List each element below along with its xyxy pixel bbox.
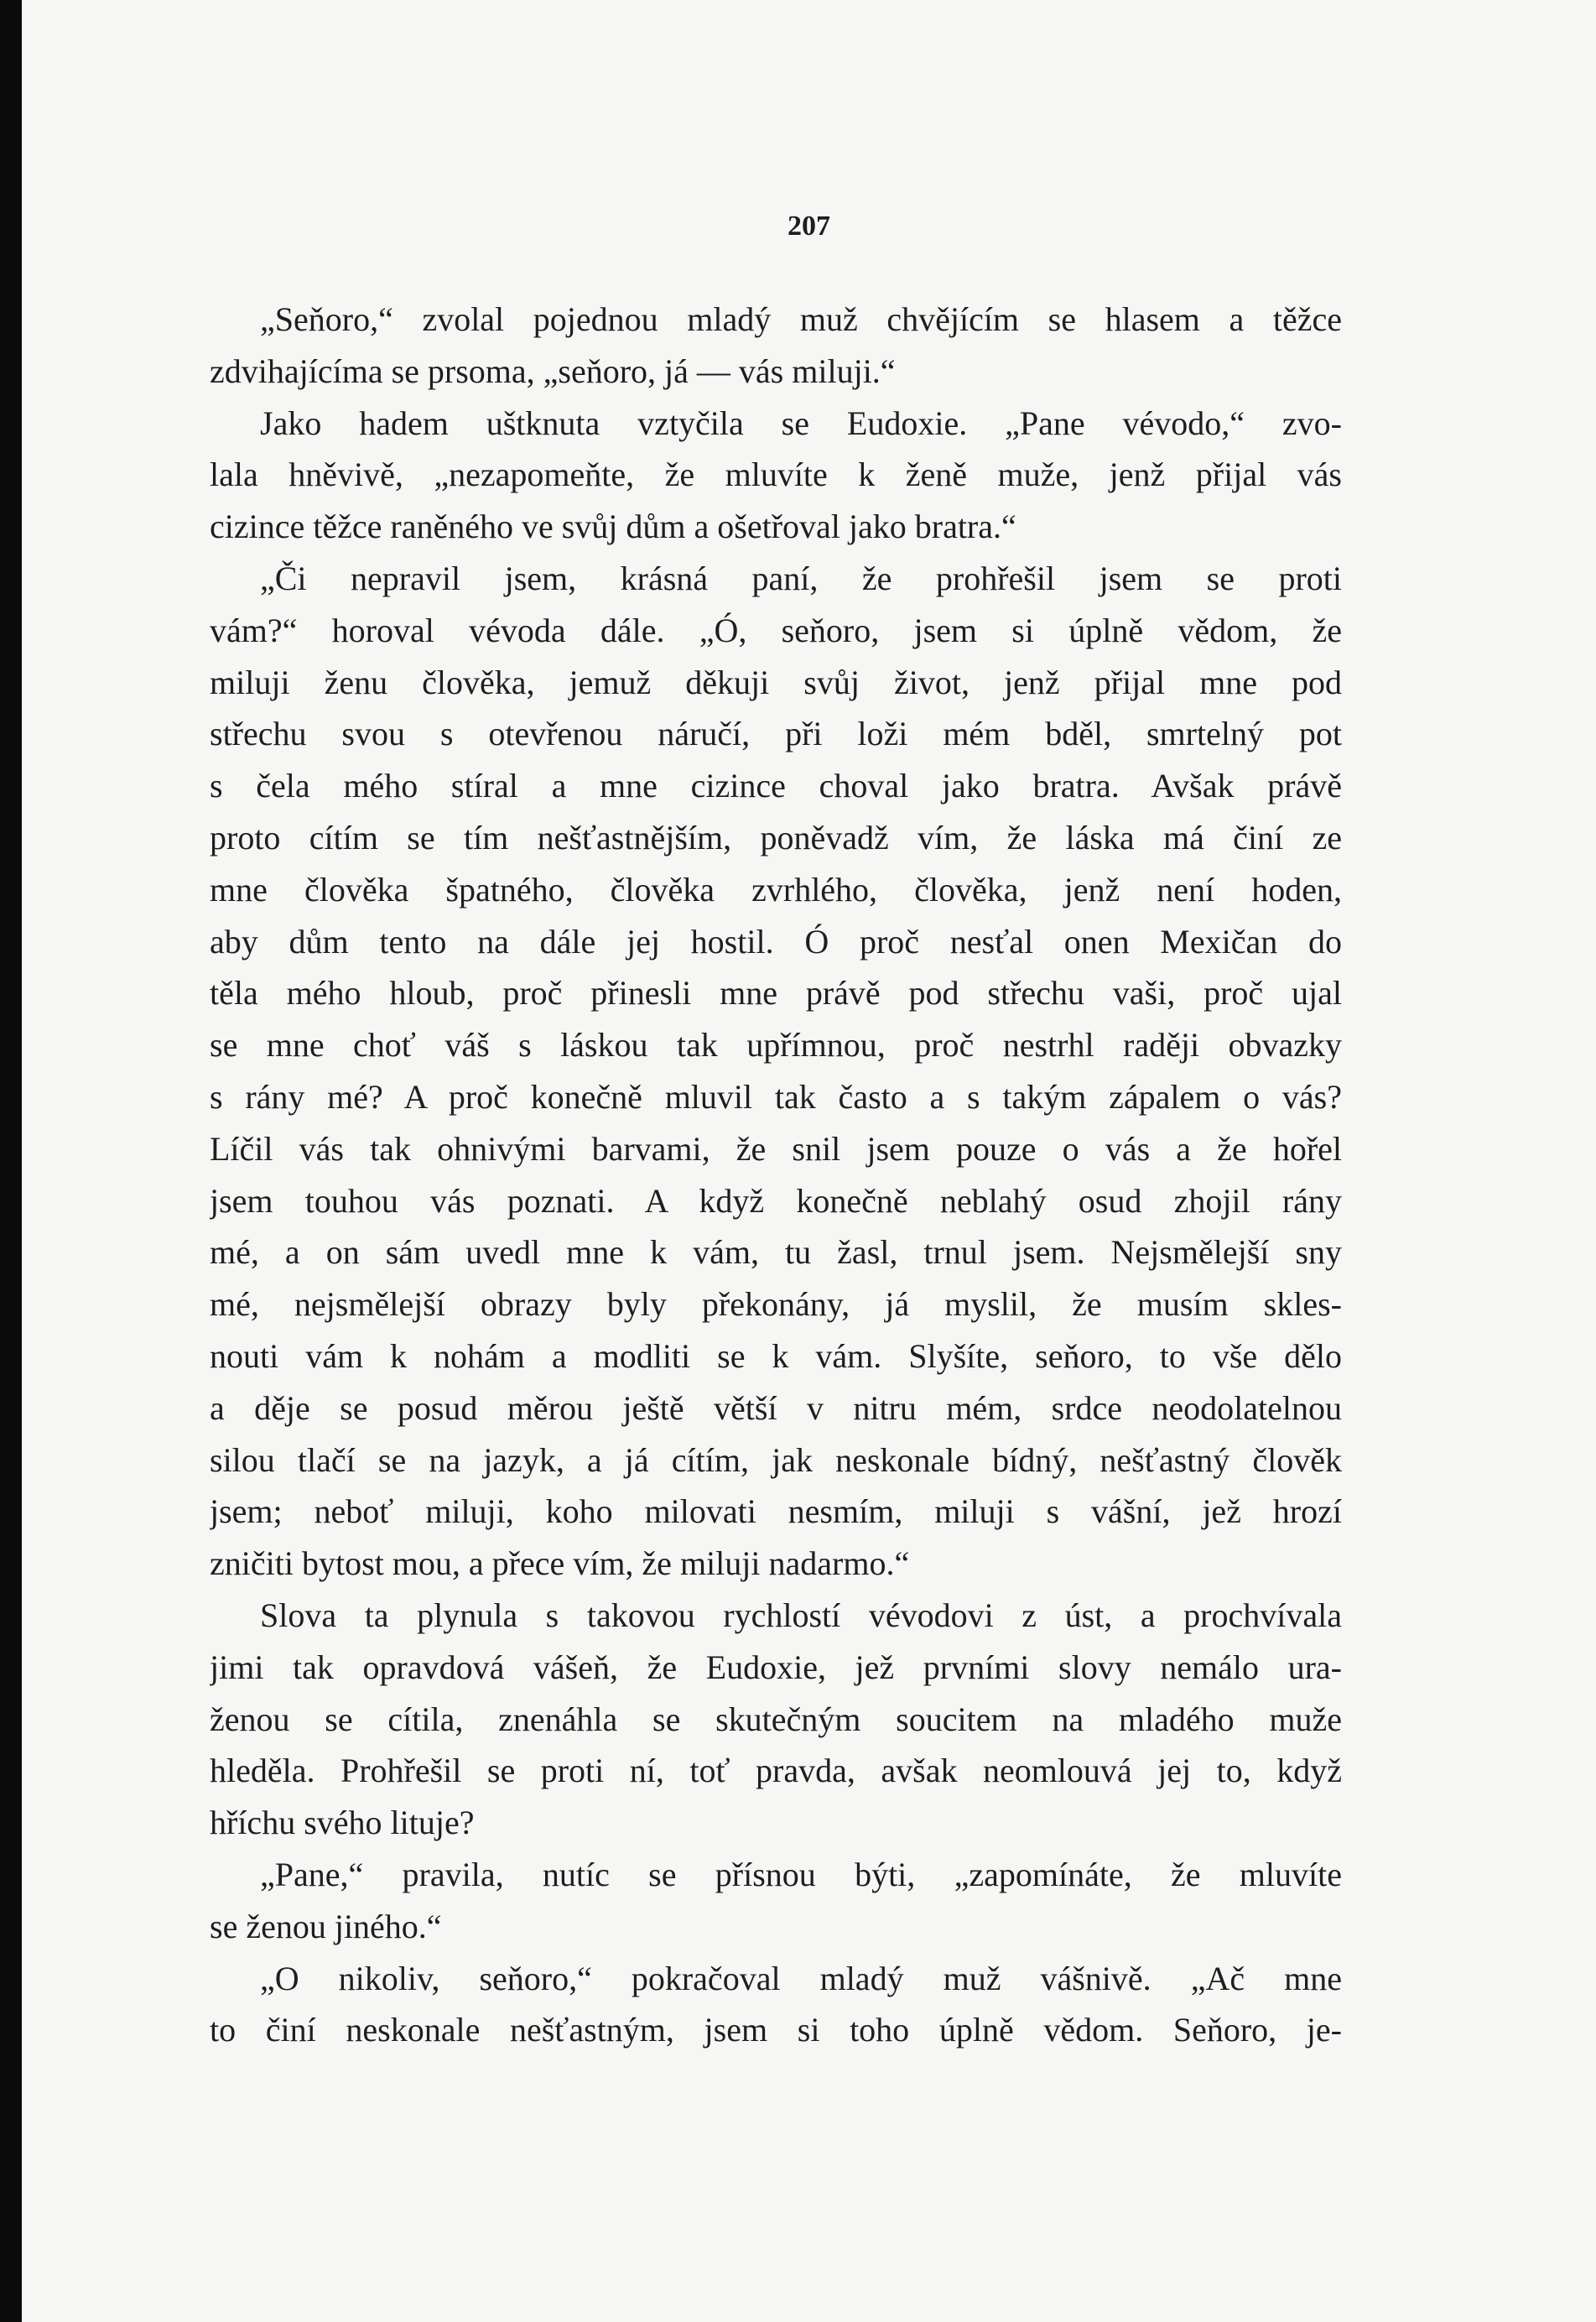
page-number: 207 <box>788 211 830 242</box>
text-line: „Seňoro,“ zvolal pojednou mladý muž chvějícím se hlasem a těžce <box>260 300 1342 338</box>
text-line: jimi tak opravdová vášeň, že Eudoxie, jež prvními slovy nemálo ura- <box>210 1648 1342 1686</box>
text-line: jsem; neboť miluji, koho milovati nesmím, miluji s vášní, jež hrozí <box>210 1492 1342 1531</box>
book-page <box>22 0 1596 2322</box>
text-line: cizince těžce raněného ve svůj dům a ošetřoval jako bratra.“ <box>210 508 1016 546</box>
text-line: Slova ta plynula s takovou rychlostí vévodovi z úst, a prochvívala <box>260 1596 1342 1634</box>
text-line: a děje se posud měrou ještě větší v nitru mém, srdce neodolatelnou <box>210 1388 1342 1427</box>
text-line: „Pane,“ pravila, nutíc se přísnou býti, „zapomínáte, že mluvíte <box>260 1855 1342 1893</box>
text-line: mne člověka špatného, člověka zvrhlého, člověka, jenž není hoden, <box>210 870 1342 908</box>
text-line: „Či nepravil jsem, krásná paní, že prohřešil jsem se proti <box>260 559 1342 597</box>
text-line: mé, a on sám uvedl mne k vám, tu žasl, trnul jsem. Nejsmělejší sny <box>210 1233 1342 1272</box>
text-line: Jako hadem uštknuta vztyčila se Eudoxie. „Pane vévodo,“ zvo- <box>260 403 1342 442</box>
text-line: silou tlačí se na jazyk, a já cítím, jak neskonale bídný, nešťastný člověk <box>210 1440 1342 1479</box>
text-line: zničiti bytost mou, a přece vím, že miluji nadarmo.“ <box>210 1544 910 1583</box>
text-line: jsem touhou vás poznati. A když konečně neblahý osud zhojil rány <box>210 1181 1342 1220</box>
text-line: ženou se cítila, znenáhla se skutečným soucitem na mladého muže <box>210 1700 1342 1738</box>
text-line: těla mého hloub, proč přinesli mne právě pod střechu vaši, proč ujal <box>210 974 1342 1013</box>
text-line: hleděla. Prohřešil se proti ní, toť pravda, avšak neomlouvá jej to, když <box>210 1752 1342 1790</box>
text-line: mé, nejsmělejší obrazy byly překonány, já myslil, že musím skles- <box>210 1285 1342 1324</box>
text-line: lala hněvivě, „nezapomeňte, že mluvíte k ženě muže, jenž přijal vás <box>210 456 1342 494</box>
text-line: s čela mého stíral a mne cizince choval jako bratra. Avšak právě <box>210 767 1342 805</box>
text-line: miluji ženu člověka, jemuž děkuji svůj život, jenž přijal mne pod <box>210 663 1342 701</box>
text-line: Líčil vás tak ohnivými barvami, že snil jsem pouze o vás a že hořel <box>210 1129 1342 1168</box>
text-line: zdvihajícíma se prsoma, „seňoro, já — vás miluji.“ <box>210 351 896 390</box>
text-line: vám?“ horoval vévoda dále. „Ó, seňoro, jsem si úplně vědom, že <box>210 611 1342 649</box>
text-line: „O nikoliv, seňoro,“ pokračoval mladý muž vášnivě. „Ač mne <box>260 1959 1342 1997</box>
text-line: hříchu svého lituje? <box>210 1804 475 1842</box>
text-line: to činí neskonale nešťastným, jsem si toho úplně vědom. Seňoro, je- <box>210 2011 1342 2049</box>
text-line: proto cítím se tím nešťastnějším, poněvadž vím, že láska má činí ze <box>210 818 1342 856</box>
text-line: s rány mé? A proč konečně mluvil tak často a s takým zápalem o vás? <box>210 1077 1342 1116</box>
text-line: nouti vám k nohám a modliti se k vám. Slyšíte, seňoro, to vše dělo <box>210 1336 1342 1375</box>
text-line: se mne choť váš s láskou tak upřímnou, proč nestrhl raději obvazky <box>210 1026 1342 1065</box>
text-line: se ženou jiného.“ <box>210 1907 442 1945</box>
text-line: střechu svou s otevřenou náručí, při loži mém bděl, smrtelný pot <box>210 715 1342 753</box>
text-line: aby dům tento na dále jej hostil. Ó proč nesťal onen Mexičan do <box>210 922 1342 961</box>
scan-border <box>0 0 22 2322</box>
body-text <box>210 294 1342 2056</box>
